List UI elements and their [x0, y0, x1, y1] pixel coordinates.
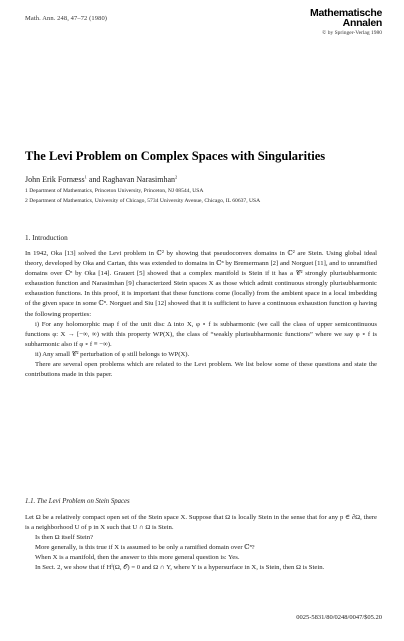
- journal-copyright: © by Springer-Verlag 1980: [322, 30, 382, 36]
- intro-item-ii: ii) Any small 𝒞² perturbation of φ still belongs to WP(X).: [35, 350, 190, 358]
- introduction-body: [25, 249, 377, 380]
- journal-logo-line2: Annalen: [342, 17, 382, 29]
- subsection-heading-1-1: 1.1. The Levi Problem on Stein Spaces: [25, 498, 130, 505]
- sub-paragraph-5: In Sect. 2, we show that if Hⁱ(Ω, 𝒪) = 0 and Ω ∩ Y, where Y is a hypersurface in X, is Stein, then Ω is Stein.: [35, 564, 325, 572]
- intro-item-i: i) For any holomorphic map f of the unit disc Δ into X, φ ∘ f is subharmonic (we call the class of upper semicontinuous functions φ: X → [−∞, ∞) with this property WP(X), the class of “weakly plurisubharmonic functions” where we say φ ∘ f is subharmonic also if φ ∘ f ≡ −∞).: [25, 320, 377, 348]
- journal-citation: Math. Ann. 248, 47–72 (1980): [25, 15, 108, 22]
- sub-paragraph-2: Is then Ω itself Stein?: [35, 534, 94, 542]
- author-conjunction: and: [88, 175, 101, 184]
- intro-paragraph-1: In 1942, Oka [13] solved the Levi problem in ℂ² by showing that pseudoconvex domains in ℂ² are Stein. Using global ideal theory, developed by Oka and Cartan, this was extended to domains in ℂⁿ by Bremermann [2] and Norguet [11], and to unramified domains over ℂⁿ by Oka [14]. Grauert [5] showed that a complex manifold is Stein if it has a 𝒞² strongly plurisubharmonic exhaustion function and Narasimhan [9] characterized Stein spaces X as those which admit continuous strongly plurisubharmonic exhaustion functions. In this proof, it is important that these functions come (locally) from the ambient space in a local imbedding of the given space in some ℂⁿ. Norguet and Siu [12] showed that it is sufficient to have a continuous exhaustion function φ having the following properties:: [25, 250, 377, 318]
- sub-paragraph-4: When X is a manifold, then the answer to this more general question is: Yes.: [35, 554, 240, 562]
- subsection-1-1-body: [25, 513, 377, 574]
- author-1-mark: 1: [84, 174, 87, 180]
- section-heading-introduction: 1. Introduction: [25, 234, 68, 242]
- article-code: 0025-5831/80/0248/0047/$05.20: [296, 614, 382, 621]
- author-2-mark: 2: [175, 174, 178, 180]
- sub-paragraph-3: More generally, is this true if X is assumed to be only a ramified domain over ℂⁿ?: [35, 544, 255, 552]
- author-2: Raghavan Narasimhan: [102, 175, 176, 184]
- journal-logo-line1: Mathematische: [310, 7, 382, 19]
- sub-paragraph-1: Let Ω be a relatively compact open set of the Stein space X. Suppose that Ω is locally Stein in the sense that for any p ∈ ∂Ω, there is a neighborhood U of p in X such that U ∩ Ω is Stein.: [25, 514, 377, 532]
- author-line: [25, 175, 177, 184]
- affiliation-1: 1 Department of Mathematics, Princeton University, Princeton, NJ 08544, USA: [25, 188, 204, 194]
- paper-title: The Levi Problem on Complex Spaces with Singularities: [25, 149, 326, 163]
- intro-paragraph-2: There are several open problems which are related to the Levi problem. We list below some of these questions and state the contributions made in this paper.: [25, 361, 377, 379]
- journal-masthead: [272, 8, 382, 36]
- affiliation-2: 2 Department of Mathematics, University of Chicago, 5734 University Avenue, Chicago, IL 60637, USA: [25, 198, 261, 204]
- author-1: John Erik Fornæss: [25, 175, 85, 184]
